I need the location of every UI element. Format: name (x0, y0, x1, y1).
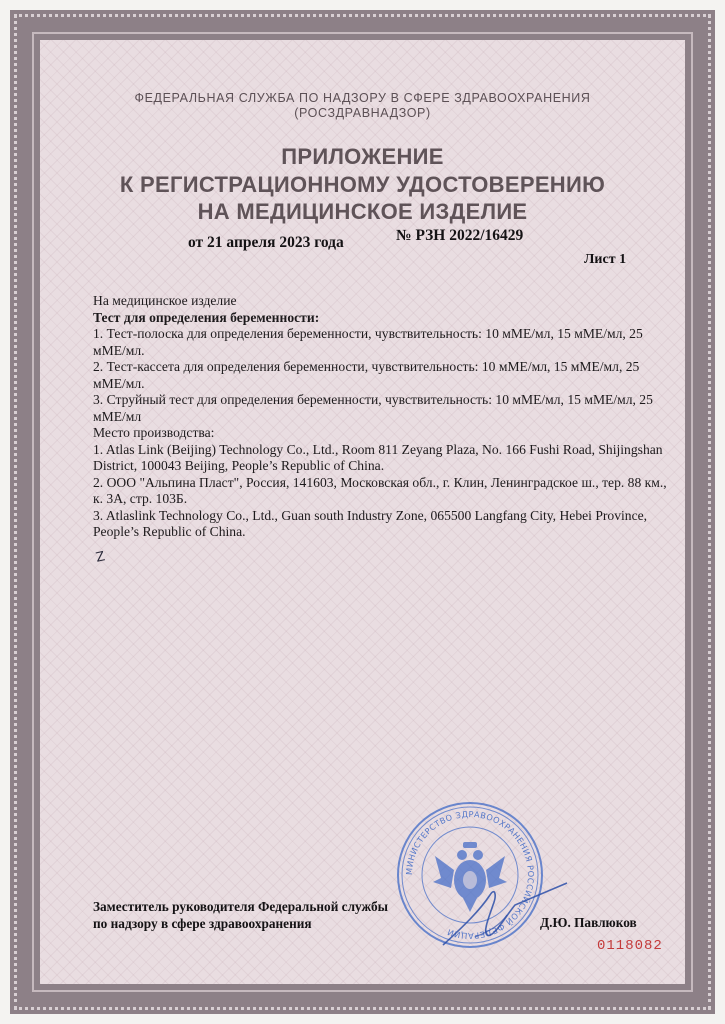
agency-name: ФЕДЕРАЛЬНАЯ СЛУЖБА ПО НАДЗОРУ В СФЕРЕ ЗДРАВООХРАНЕНИЯ (134, 91, 591, 105)
handwritten-initials: Z (94, 549, 107, 566)
document-body (93, 293, 673, 541)
registration-date: от 21 апреля 2023 года (188, 234, 344, 251)
signer-title-line1: Заместитель руководителя Федеральной службы (93, 899, 389, 914)
signer-title-line2: по надзору в сфере здравоохранения (93, 916, 312, 931)
agency-short-name: (РОСЗДРАВНАДЗОР) (294, 106, 431, 120)
signer-name: Д.Ю. Павлюков (540, 915, 637, 930)
stamp-text: МИНИСТЕРСТВО ЗДРАВООХРАНЕНИЯ РОССИЙСКОЙ ФЕДЕРАЦИИ (403, 808, 537, 942)
signer-title (93, 898, 388, 932)
device-item: 3. Струйный тест для определения беременности, чувствительность: 10 мМЕ/мл, 15 мМЕ/мл, 25 мМЕ/мл (93, 392, 653, 424)
serial-number: 0118082 (597, 938, 663, 954)
document-subtitle-line2: НА МЕДИЦИНСКОЕ ИЗДЕЛИЕ (197, 199, 528, 224)
device-item: 1. Тест-полоска для определения беременности, чувствительность: 10 мМЕ/мл, 15 мМЕ/мл, 25 мМЕ/мл. (93, 326, 643, 358)
certificate-content (10, 10, 715, 1014)
manufacture-site: 1. Atlas Link (Beijing) Technology Co., Ltd., Room 811 Zeyang Plaza, No. 166 Fushi Road, Shijingshan District, 100043 Beijing, People’s Republic of China. (93, 441, 663, 473)
sheet-number: Лист 1 (584, 252, 627, 267)
registration-number: № РЗН 2022/16429 (396, 227, 524, 244)
device-intro: На медицинское изделие (93, 293, 237, 308)
manufacture-site: 2. ООО "Альпина Пласт", Россия, 141603, Московская обл., г. Клин, Ленинградское ш., тер. 88 км., к. 3А, стр. 103Б. (93, 474, 667, 506)
signature-mark (435, 865, 575, 955)
manufacture-heading: Место производства: (93, 425, 215, 440)
manufacture-site: 3. Atlaslink Technology Co., Ltd., Guan south Industry Zone, 065500 Langfang City, Hebei Province, People’s Republic of China. (93, 507, 648, 539)
document-subtitle-line1: К РЕГИСТРАЦИОННОМУ УДОСТОВЕРЕНИЮ (119, 172, 606, 197)
device-item: 2. Тест-кассета для определения беременности, чувствительность: 10 мМЕ/мл, 15 мМЕ/мл, 25 мМЕ/мл. (93, 359, 640, 391)
document-title: ПРИЛОЖЕНИЕ (281, 144, 444, 169)
device-name: Тест для определения беременности: (93, 309, 320, 325)
